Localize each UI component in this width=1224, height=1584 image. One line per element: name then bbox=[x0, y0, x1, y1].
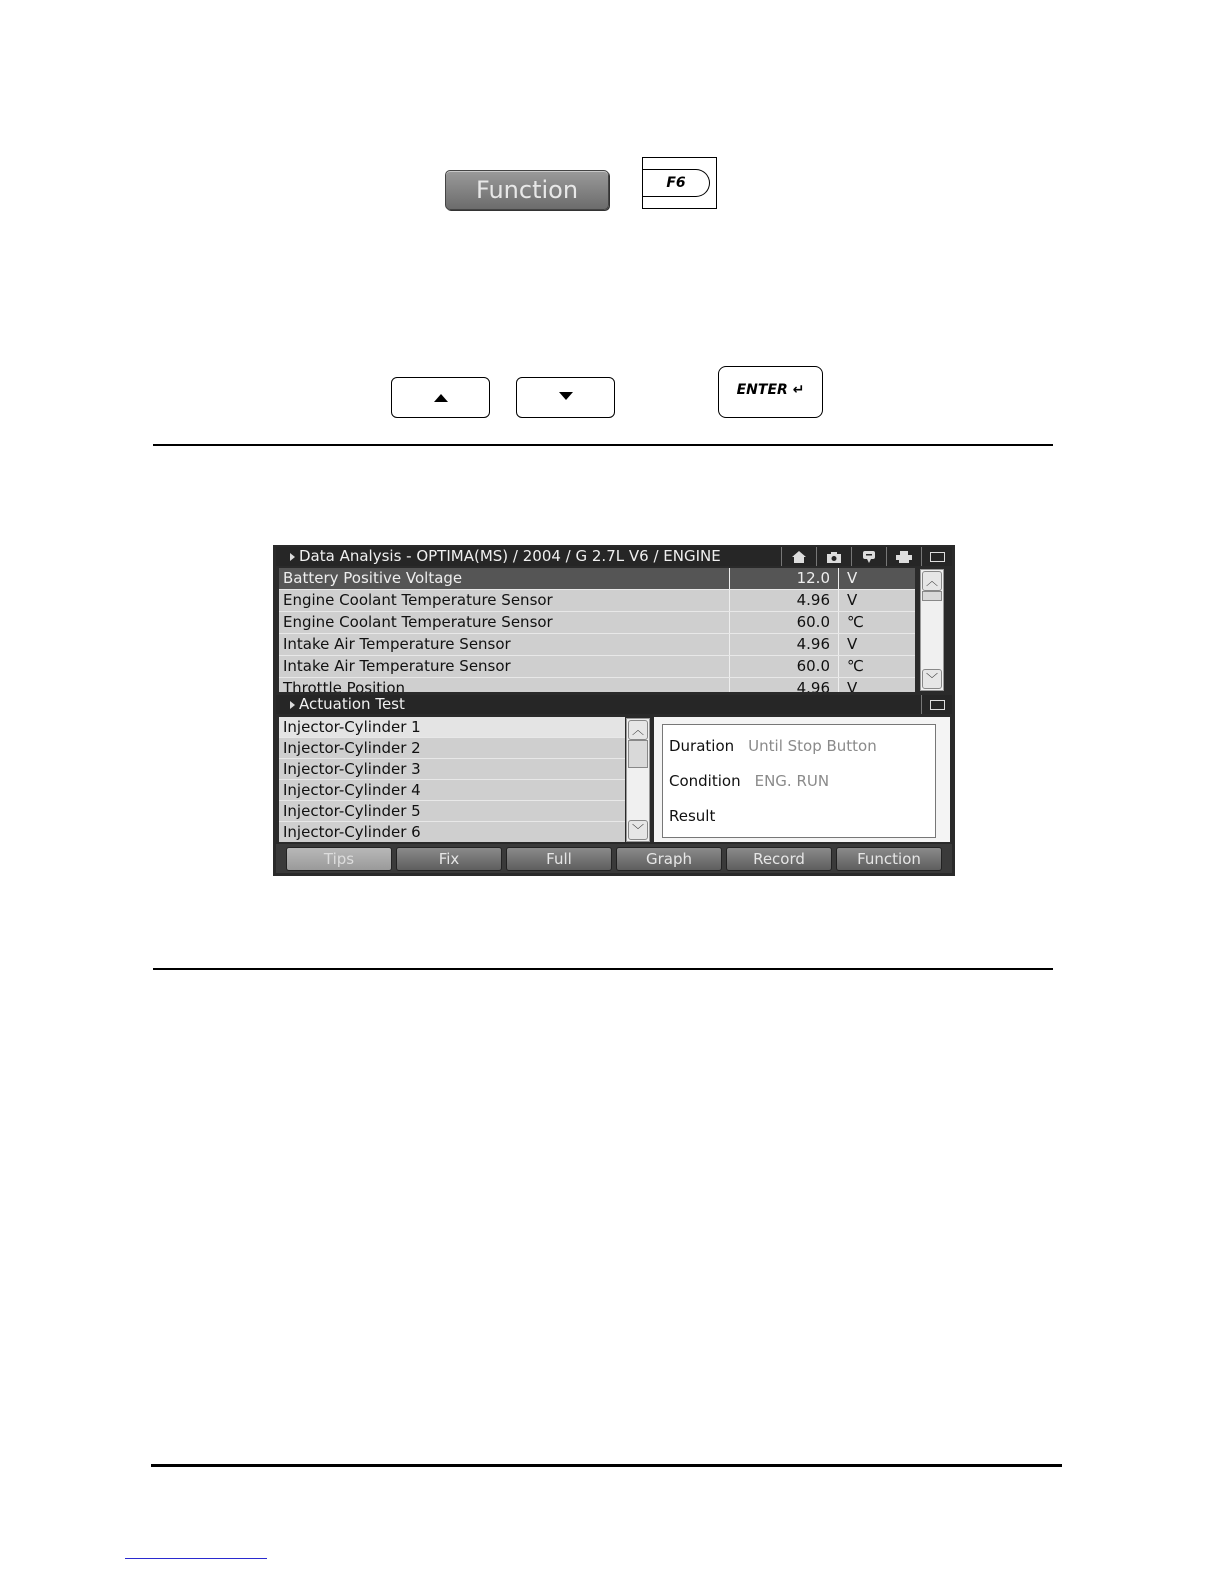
list-item[interactable]: Injector-Cylinder 2 bbox=[279, 738, 625, 759]
maximize-icon[interactable] bbox=[921, 695, 952, 714]
data-value: 4.96 bbox=[730, 634, 839, 655]
screen-title: Data Analysis - OPTIMA(MS) / 2004 / G 2.7L V6 / ENGINE bbox=[299, 547, 721, 565]
data-scrollbar[interactable] bbox=[920, 569, 944, 691]
result-row bbox=[669, 807, 715, 825]
data-value: 4.96 bbox=[730, 678, 839, 692]
result-label: Result bbox=[669, 807, 716, 825]
enter-key[interactable]: ENTER ↵ bbox=[718, 366, 823, 418]
data-name: Intake Air Temperature Sensor bbox=[279, 634, 730, 655]
scroll-thumb[interactable] bbox=[628, 740, 648, 768]
chat-icon[interactable] bbox=[851, 547, 886, 566]
f6-key-label: F6 bbox=[643, 169, 710, 197]
function-key[interactable]: Function bbox=[445, 170, 609, 210]
divider bbox=[153, 968, 1053, 970]
condition-value: ENG. RUN bbox=[754, 772, 830, 790]
data-unit: ℃ bbox=[847, 657, 864, 675]
maximize-icon[interactable] bbox=[921, 547, 952, 566]
data-row[interactable] bbox=[279, 656, 915, 678]
data-value: 60.0 bbox=[730, 656, 839, 677]
actuation-scrollbar[interactable] bbox=[626, 718, 650, 842]
pointer-icon bbox=[290, 553, 295, 561]
fix-button[interactable]: Fix bbox=[396, 847, 502, 871]
duration-row bbox=[669, 737, 877, 755]
list-item[interactable]: Injector-Cylinder 5 bbox=[279, 801, 625, 822]
f6-key[interactable] bbox=[642, 157, 717, 209]
data-unit: V bbox=[847, 679, 858, 692]
scroll-down-icon[interactable]: ﹀ bbox=[922, 669, 942, 689]
camera-icon[interactable] bbox=[816, 547, 851, 566]
data-name: Engine Coolant Temperature Sensor bbox=[279, 590, 730, 611]
graph-button[interactable]: Graph bbox=[616, 847, 722, 871]
duration-label: Duration bbox=[669, 737, 735, 755]
data-name: Throttle Position bbox=[279, 678, 730, 692]
scroll-down-icon[interactable]: ﹀ bbox=[628, 820, 648, 840]
data-name: Intake Air Temperature Sensor bbox=[279, 656, 730, 677]
list-item[interactable]: Injector-Cylinder 4 bbox=[279, 780, 625, 801]
data-unit: V bbox=[847, 591, 858, 609]
data-name: Battery Positive Voltage bbox=[279, 568, 730, 589]
actuation-titlebar bbox=[276, 695, 952, 714]
footer-rule bbox=[151, 1464, 1062, 1467]
tips-button[interactable]: Tips bbox=[286, 847, 392, 871]
actuation-info-panel bbox=[654, 717, 950, 842]
data-unit: V bbox=[847, 569, 858, 587]
full-button[interactable]: Full bbox=[506, 847, 612, 871]
data-value: 60.0 bbox=[730, 612, 839, 633]
actuation-title: Actuation Test bbox=[299, 695, 405, 713]
up-arrow-key[interactable] bbox=[391, 377, 490, 418]
data-unit: V bbox=[847, 635, 858, 653]
home-icon[interactable] bbox=[781, 547, 816, 566]
function-button[interactable]: Function bbox=[836, 847, 942, 871]
data-value: 4.96 bbox=[730, 590, 839, 611]
scroll-up-icon[interactable]: ︿ bbox=[922, 571, 942, 591]
data-value: 12.0 bbox=[730, 568, 839, 589]
scroll-up-icon[interactable]: ︿ bbox=[628, 720, 648, 740]
pointer-icon bbox=[290, 701, 295, 709]
up-triangle-icon bbox=[434, 394, 448, 402]
scanner-screen bbox=[273, 545, 955, 876]
data-row[interactable] bbox=[279, 590, 915, 612]
link-underline bbox=[125, 1558, 267, 1559]
actuation-list[interactable] bbox=[279, 717, 625, 842]
data-name: Engine Coolant Temperature Sensor bbox=[279, 612, 730, 633]
data-row[interactable] bbox=[279, 678, 915, 692]
down-arrow-key[interactable] bbox=[516, 377, 615, 418]
divider bbox=[153, 444, 1053, 446]
data-analysis-titlebar bbox=[276, 547, 952, 566]
scroll-thumb[interactable] bbox=[922, 591, 942, 601]
data-unit: ℃ bbox=[847, 613, 864, 631]
print-icon[interactable] bbox=[886, 547, 921, 566]
data-row[interactable] bbox=[279, 612, 915, 634]
condition-row bbox=[669, 772, 829, 790]
record-button[interactable]: Record bbox=[726, 847, 832, 871]
list-item[interactable]: Injector-Cylinder 6 bbox=[279, 822, 625, 842]
duration-value: Until Stop Button bbox=[748, 737, 877, 755]
down-triangle-icon bbox=[559, 392, 573, 400]
function-button-bar bbox=[276, 844, 952, 873]
list-item[interactable]: Injector-Cylinder 1 bbox=[279, 717, 625, 738]
data-row[interactable] bbox=[279, 634, 915, 656]
data-row[interactable] bbox=[279, 568, 915, 590]
condition-label: Condition bbox=[669, 772, 741, 790]
list-item[interactable]: Injector-Cylinder 3 bbox=[279, 759, 625, 780]
data-list[interactable] bbox=[279, 568, 915, 692]
